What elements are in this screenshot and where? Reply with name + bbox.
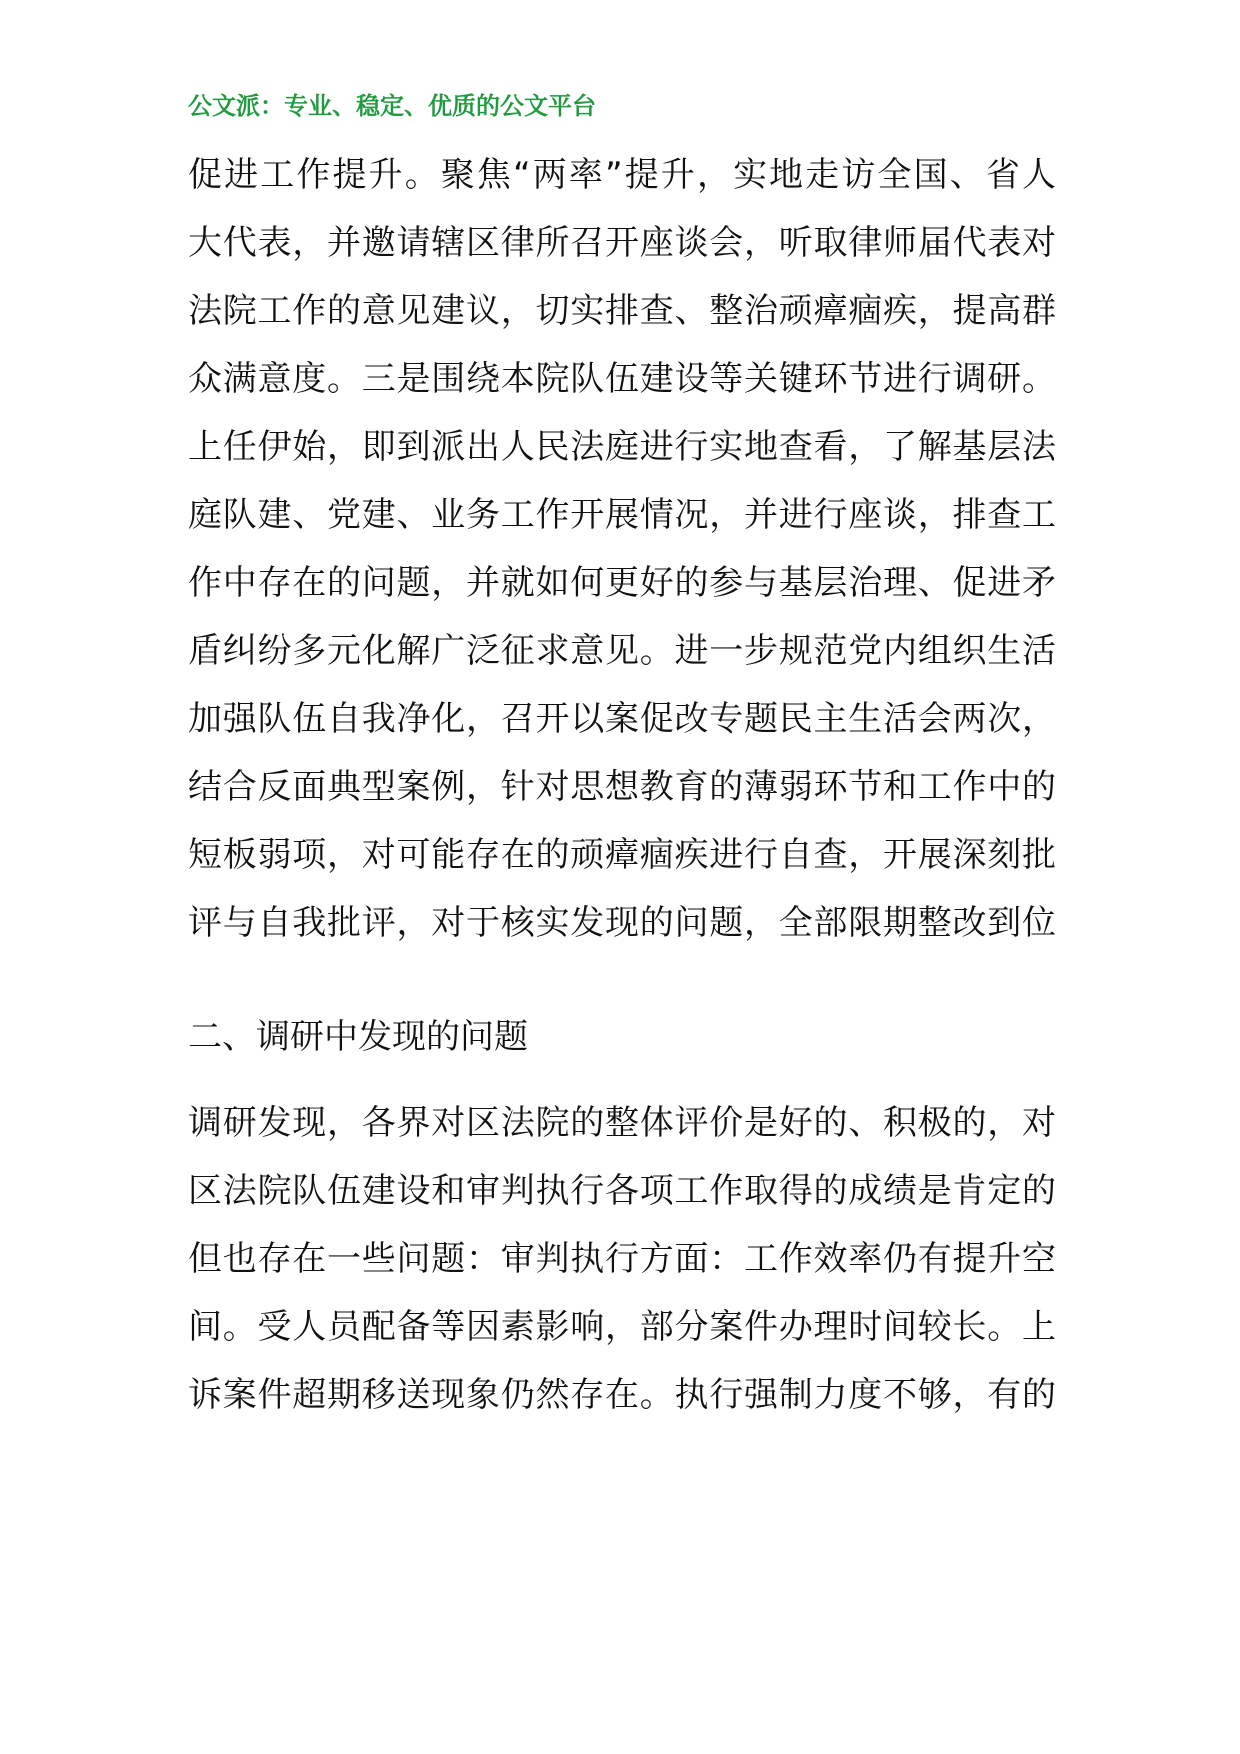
body-line: 作中存在的问题，并就如何更好的参与基层治理、促进矛 [188, 563, 1056, 603]
body-line: 加强队伍自我净化，召开以案促改专题民主生活会两次， [188, 699, 1056, 739]
body-line: 但也存在一些问题：审判执行方面：工作效率仍有提升空 [188, 1239, 1056, 1279]
header-banner: 公文派：专业、稳定、优质的公文平台 [188, 92, 596, 120]
body-line: 区法院队伍建设和审判执行各项工作取得的成绩是肯定的 [188, 1171, 1056, 1211]
body-line: 间。受人员配备等因素影响，部分案件办理时间较长。上 [188, 1307, 1056, 1347]
body-line: 诉案件超期移送现象仍然存在。执行强制力度不够，有的 [188, 1375, 1056, 1415]
body-line: 法院工作的意见建议，切实排查、整治顽瘴痼疾，提高群 [188, 291, 1056, 331]
body-line: 众满意度。三是围绕本院队伍建设等关键环节进行调研。 [188, 359, 1056, 399]
body-line: 大代表，并邀请辖区律所召开座谈会，听取律师届代表对 [188, 223, 1056, 263]
section-heading: 二、调研中发现的问题 [188, 1017, 528, 1057]
body-line: 盾纠纷多元化解广泛征求意见。进一步规范党内组织生活 [188, 631, 1056, 671]
body-line: 评与自我批评，对于核实发现的问题，全部限期整改到位 [188, 903, 1056, 943]
body-line: 调研发现，各界对区法院的整体评价是好的、积极的，对 [188, 1103, 1056, 1143]
body-line: 短板弱项，对可能存在的顽瘴痼疾进行自查，开展深刻批 [188, 835, 1056, 875]
body-line: 促进工作提升。聚焦“两率”提升，实地走访全国、省人 [188, 155, 1056, 195]
body-line: 结合反面典型案例，针对思想教育的薄弱环节和工作中的 [188, 767, 1056, 807]
body-line: 庭队建、党建、业务工作开展情况，并进行座谈，排查工 [188, 495, 1056, 535]
body-line: 上任伊始，即到派出人民法庭进行实地查看，了解基层法 [188, 427, 1056, 467]
